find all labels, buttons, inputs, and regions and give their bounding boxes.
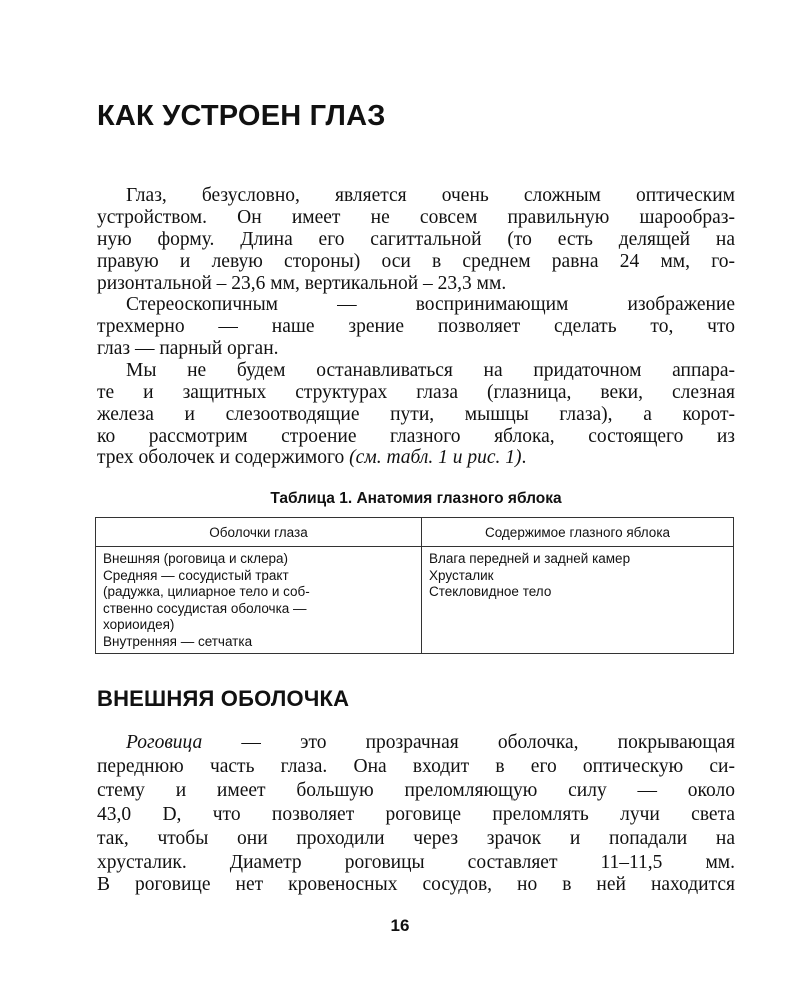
text-line: Мы не будем останавливаться на придаточном аппара- — [126, 360, 735, 381]
text-line: ризонтальной – 23,6 мм, вертикальной – 23,3 мм. — [97, 273, 507, 294]
text-line: хрусталик. Диаметр роговицы составляет 11–11,5 мм. — [97, 852, 735, 873]
text-line: те и защитных структурах глаза (глазница, веки, слезная — [97, 382, 735, 403]
cell-line: Внешняя (роговица и склера) — [103, 551, 288, 566]
cell-line: Средняя — сосудистый тракт — [103, 567, 289, 583]
text-line: правую и левую стороны) оси в среднем равна 24 мм, го- — [97, 251, 735, 272]
cell-line: ственно сосудистая оболочка — — [103, 600, 307, 616]
page-number: 16 — [390, 916, 410, 935]
text-line: трехмерно — наше зрение позволяет сделать то, что — [97, 316, 735, 337]
cell-line: Внутренняя — сетчатка — [103, 633, 253, 649]
text-line: Стереоскопичным — воспринимающим изображение — [126, 294, 735, 315]
text-line: 43,0 D, что позволяет роговице преломлять лучи света — [97, 804, 735, 825]
text-line: стему и имеет большую преломляющую силу — около — [97, 780, 735, 801]
cell-line: Влага передней и задней камер — [429, 551, 631, 566]
table-figure-reference: (см. табл. 1 и рис. 1) — [349, 447, 522, 468]
text-run: трех оболочек и содержимого — [97, 447, 350, 468]
text-line — [97, 447, 735, 469]
table-caption: Таблица 1. Анатомия глазного яблока — [270, 490, 562, 507]
section-heading: ВНЕШНЯЯ ОБОЛОЧКА — [97, 686, 350, 711]
text-line: переднюю часть глаза. Она входит в его оптическую си- — [97, 756, 735, 777]
table-header-row — [96, 518, 734, 547]
text-line: глаз — парный орган. — [97, 338, 279, 359]
chapter-heading: КАК УСТРОЕН ГЛАЗ — [97, 100, 386, 132]
table-header-cell: Содержимое глазного яблока — [422, 518, 734, 547]
text-line: ную форму. Длина его сагиттальной (то есть делящей на — [97, 229, 735, 250]
text-line: Глаз, безусловно, является очень сложным оптическим — [126, 185, 735, 206]
text-line: устройством. Он имеет не совсем правильную шарообраз- — [97, 207, 735, 228]
cell-line: Стекловидное тело — [429, 584, 552, 599]
text-line: так, чтобы они проходили через зрачок и попадали на — [97, 828, 735, 849]
text-line: В роговице нет кровеносных сосудов, но в ней находится — [97, 874, 735, 895]
cell-line: Хрусталик — [429, 567, 494, 583]
text-line — [126, 732, 735, 754]
table-cell-contents — [422, 547, 734, 654]
text-run: — это прозрачная оболочка, покрывающая — [202, 732, 735, 753]
text-line: железа и слезоотводящие пути, мышцы глаза), а корот- — [97, 404, 735, 425]
table-header-cell: Оболочки глаза — [96, 518, 422, 547]
table-cell-membranes — [96, 547, 422, 654]
text-line: ко рассмотрим строение глазного яблока, состоящего из — [97, 426, 735, 447]
table-row — [96, 547, 734, 654]
term-cornea: Роговица — [126, 732, 203, 753]
anatomy-table — [95, 517, 734, 654]
text-run: . — [521, 447, 527, 468]
cell-line: хориоидея) — [103, 617, 175, 632]
cell-line: (радужка, цилиарное тело и соб- — [103, 584, 310, 599]
